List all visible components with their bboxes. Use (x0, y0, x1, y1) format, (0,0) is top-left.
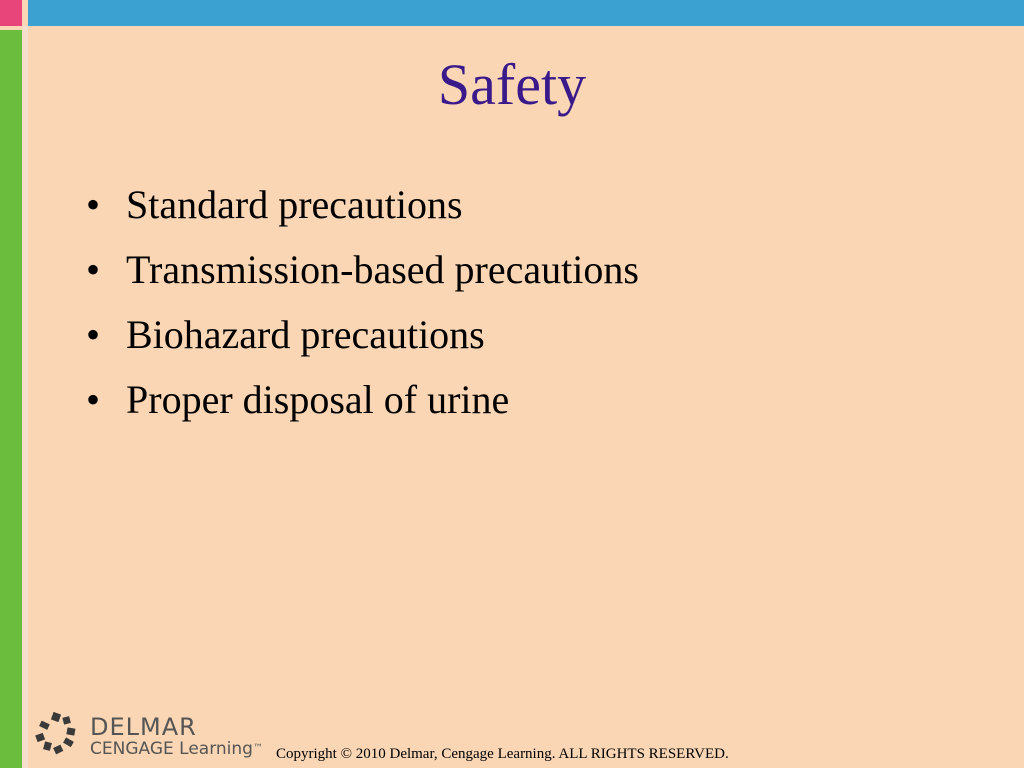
logo-tm: ™ (252, 743, 263, 754)
bullet-item (86, 367, 639, 432)
left-accent-bar (0, 30, 22, 768)
logo-sub-text: CENGAGE Learning (90, 739, 253, 759)
bullet-dot: • (86, 312, 101, 357)
bullet-text: Transmission-based precautions (126, 247, 639, 292)
bullet-item (86, 237, 639, 302)
bullet-text: Biohazard precautions (126, 312, 485, 357)
corner-accent-square (0, 0, 22, 26)
cengage-logo-icon (34, 712, 82, 756)
corner-gap (22, 0, 28, 26)
bullet-text: Proper disposal of urine (126, 377, 510, 422)
delmar-cengage-logo (34, 712, 274, 762)
bullet-item (86, 302, 639, 367)
slide-title: Safety (437, 52, 587, 117)
left-gap-strip (22, 26, 28, 768)
copyright-notice: Copyright © 2010 Delmar, Cengage Learning. ALL RIGHTS RESERVED. (276, 746, 729, 762)
bullet-dot: • (86, 247, 101, 292)
logo-subtitle (90, 739, 263, 759)
top-accent-bar (0, 0, 1024, 26)
bullet-item (86, 172, 639, 237)
bullet-text: Standard precautions (126, 182, 463, 227)
bullet-dot: • (86, 182, 101, 227)
logo-wordmark: DELMAR (90, 713, 197, 741)
bullet-list (86, 172, 639, 432)
bullet-dot: • (86, 377, 101, 422)
